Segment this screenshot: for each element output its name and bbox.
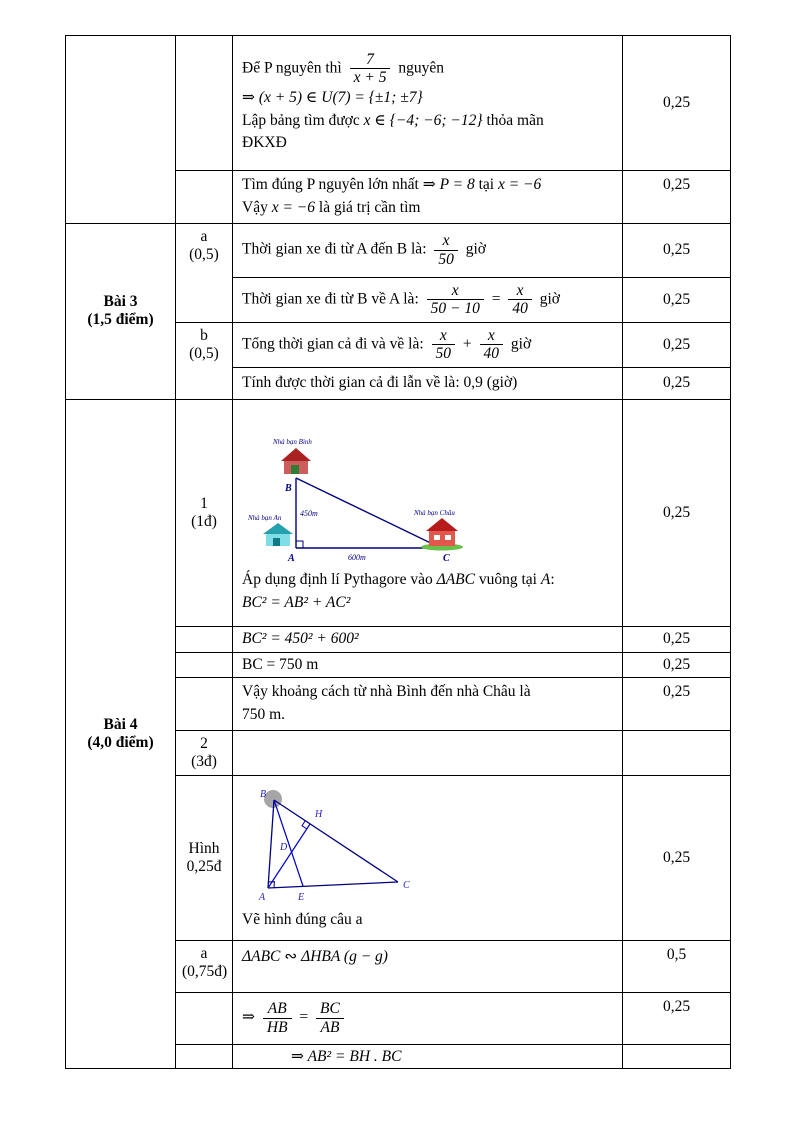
cell-subpart-empty-1 xyxy=(176,36,233,171)
solution-line: 750 m. xyxy=(242,705,286,723)
problem-points: (1,5 điểm) xyxy=(87,311,154,329)
text-run: giờ xyxy=(465,240,487,258)
fraction-numerator: x xyxy=(439,326,447,344)
label-point-a: A xyxy=(288,552,295,564)
cell-subpart-empty-3 xyxy=(176,626,233,652)
right-angle-mark-a xyxy=(296,541,303,548)
table-row-7 xyxy=(66,399,731,626)
spacer xyxy=(242,410,616,432)
text-run: Tổng thời gian cả đi và về là: xyxy=(242,335,424,353)
cell-subpart-1 xyxy=(176,399,233,626)
fraction-x-over-50 xyxy=(434,233,458,267)
cell-solution-bc-squared: BC² = 450² + 600² xyxy=(233,626,623,652)
fraction-denominator: 40 xyxy=(480,344,504,362)
text-run: Tìm đúng P nguyên lớn nhất ⇒ xyxy=(242,176,436,193)
cell-solution-drawing xyxy=(233,775,623,940)
fraction-denominator: AB xyxy=(316,1018,344,1036)
text-run: Để P nguyên thì xyxy=(242,59,342,77)
equals-sign: = xyxy=(491,290,501,308)
text-run: thỏa mãn xyxy=(486,111,544,129)
math-run: x ∈ {−4; −6; −12} xyxy=(363,111,483,129)
pythagoras-distance-figure xyxy=(246,436,476,568)
problem-points: (4,0 điểm) xyxy=(87,733,154,751)
label-point-d: D xyxy=(280,842,288,854)
cell-solution-time-ab xyxy=(233,223,623,277)
subpart-points: 0,25đ xyxy=(186,857,222,875)
fraction-x-over-50 xyxy=(432,328,456,362)
label-point-h: H xyxy=(315,809,323,821)
label-point-c: C xyxy=(403,880,410,892)
cell-points: 0,25 xyxy=(623,652,731,677)
fraction-numerator: AB xyxy=(267,1000,287,1018)
cell-points: 0,25 xyxy=(623,992,731,1044)
label-house-an: Nhà bạn An xyxy=(248,513,282,522)
cell-subpart-empty-7 xyxy=(176,1044,233,1068)
text-run: giờ xyxy=(539,290,560,308)
cell-solution-p-integer xyxy=(233,36,623,171)
segment-bc xyxy=(274,800,398,882)
cell-subpart-a xyxy=(176,223,233,322)
label-point-c: C xyxy=(443,552,450,564)
cell-subpart-empty-2 xyxy=(176,171,233,224)
fraction-x-over-50-minus-10 xyxy=(427,283,484,317)
solution-line: BC² = AB² + AC² xyxy=(242,593,351,611)
cell-points: 0,25 xyxy=(623,277,731,322)
fraction-x-over-40 xyxy=(508,283,532,317)
fraction-numerator: x xyxy=(516,281,524,299)
cell-solution-empty xyxy=(233,730,623,775)
fraction-numerator: x xyxy=(451,281,459,299)
cell-points: 0,25 xyxy=(623,36,731,171)
fraction-denominator: x + 5 xyxy=(350,68,391,86)
cell-problem-bai3 xyxy=(66,223,176,399)
label-point-b: B xyxy=(285,482,292,494)
text-run: nguyên xyxy=(398,59,444,77)
text-run: vuông tại xyxy=(478,570,537,588)
math-run: x = −6 xyxy=(497,176,542,193)
altitude-ah xyxy=(268,824,310,888)
solution-line xyxy=(242,52,616,86)
label-house-chau: Nhà bạn Châu xyxy=(414,508,455,517)
fraction-numerator: x xyxy=(487,326,495,344)
text-run: Thời gian xe đi từ A đến B là: xyxy=(242,240,427,258)
solution-line xyxy=(242,198,616,219)
fraction-bc-over-ab xyxy=(316,1001,344,1035)
answer-key-table xyxy=(65,35,731,1069)
solution-line xyxy=(242,175,616,196)
cell-points: 0,5 xyxy=(623,940,731,992)
subpart-points: (1đ) xyxy=(191,512,217,530)
cell-subpart-empty-6 xyxy=(176,992,233,1044)
table-row-3 xyxy=(66,223,731,277)
subpart-letter: b xyxy=(200,326,208,344)
solution-line: ⇒ (x + 5) ∈ U(7) = {±1; ±7} xyxy=(242,88,423,106)
fraction-x-over-40 xyxy=(480,328,504,362)
cell-solution-bc-value: BC = 750 m xyxy=(233,652,623,677)
subpart-points: (3đ) xyxy=(191,752,217,770)
fraction-numerator: x xyxy=(442,232,450,250)
cell-solution-time-ba xyxy=(233,277,623,322)
solution-line: Vậy khoảng cách từ nhà Bình đến nhà Châu là xyxy=(242,682,531,700)
cell-points: 0,25 xyxy=(623,626,731,652)
implies-arrow: ⇒ xyxy=(242,1008,255,1026)
cell-subpart-hinh xyxy=(176,775,233,940)
text-run: Vậy xyxy=(242,198,268,216)
fraction-denominator: 50 xyxy=(434,250,458,268)
cell-points: 0,25 xyxy=(623,223,731,277)
label-distance-ab: 450m xyxy=(300,508,318,518)
text-run: : xyxy=(550,570,555,588)
math-run: ΔABC xyxy=(436,570,475,588)
cell-subpart-a2 xyxy=(176,940,233,992)
math-run: x = −6 xyxy=(271,198,316,216)
cell-points: 0,25 xyxy=(623,677,731,730)
cell-points: 0,25 xyxy=(623,367,731,399)
solution-line xyxy=(242,570,616,591)
subpart-points: (0,75đ) xyxy=(182,962,228,980)
problem-title: Bài 4 xyxy=(103,715,138,733)
cell-subpart-b xyxy=(176,322,233,399)
label-house-binh: Nhà bạn Bình xyxy=(273,437,312,446)
subpart-letter: a xyxy=(200,944,208,962)
fraction-numerator: 7 xyxy=(366,50,374,68)
text-run: tại xyxy=(478,176,495,193)
plus-sign: + xyxy=(462,335,472,353)
fraction-denominator: HB xyxy=(263,1018,292,1036)
subpart-letter: a xyxy=(200,227,208,245)
house-icon-an xyxy=(263,523,293,546)
subpart-number: 1 xyxy=(200,494,208,512)
label-point-e: E xyxy=(298,892,305,904)
segment-ba xyxy=(268,800,274,888)
table-row-1 xyxy=(66,36,731,171)
solution-line xyxy=(242,111,616,132)
cell-solution-pythagoras xyxy=(233,399,623,626)
cell-solution-similarity: ΔABC ∾ ΔHBA (g − g) xyxy=(233,940,623,992)
text-run: giờ xyxy=(510,335,532,353)
cell-solution-result-time: Tính được thời gian cả đi lẫn về là: 0,9 (giờ) xyxy=(233,367,623,399)
fraction-denominator: 40 xyxy=(508,299,532,317)
label-point-b: B xyxy=(260,789,267,801)
text-run: Thời gian xe đi từ B về A là: xyxy=(242,290,419,308)
fraction-ab-over-hb xyxy=(263,1001,292,1035)
segment-ac xyxy=(268,882,398,888)
text-run: là giá trị cần tìm xyxy=(318,198,421,216)
drawing-caption: Vẽ hình đúng câu a xyxy=(242,911,363,929)
cell-points: 0,25 xyxy=(623,399,731,626)
similar-triangles-figure xyxy=(246,786,426,908)
text-run: Áp dụng định lí Pythagore vào xyxy=(242,570,433,588)
cell-points: 0,25 xyxy=(623,171,731,224)
cell-problem-bai4 xyxy=(66,399,176,1068)
math-run: A xyxy=(540,570,551,588)
fraction-numerator: BC xyxy=(320,1000,340,1018)
house-icon-binh xyxy=(281,448,311,474)
subpart-label: Hình xyxy=(188,839,220,857)
cell-subpart-empty-5 xyxy=(176,677,233,730)
cell-solution-p-max xyxy=(233,171,623,224)
fraction-denominator: 50 xyxy=(432,344,456,362)
label-point-a: A xyxy=(259,892,266,904)
cell-points: 0,25 xyxy=(623,322,731,367)
cell-solution-conclusion xyxy=(233,677,623,730)
subpart-points: (0,5) xyxy=(189,344,219,362)
cell-subpart-2 xyxy=(176,730,233,775)
fraction-denominator: 50 − 10 xyxy=(427,299,484,317)
cell-problem-empty xyxy=(66,36,176,224)
cell-solution-ratio xyxy=(233,992,623,1044)
cell-points-empty xyxy=(623,730,731,775)
problem-title: Bài 3 xyxy=(103,293,138,311)
label-distance-ac: 600m xyxy=(348,552,366,562)
equals-sign: = xyxy=(299,1008,309,1026)
cell-solution-ab-squared: ⇒ AB² = BH . BC xyxy=(233,1044,623,1068)
subpart-points: (0,5) xyxy=(189,245,219,263)
solution-line: ĐKXĐ xyxy=(242,134,287,152)
house-icon-chau xyxy=(421,518,463,551)
subpart-number: 2 xyxy=(200,734,208,752)
fraction-7-over-x-plus-5 xyxy=(350,52,391,86)
text-run: Lập bảng tìm được xyxy=(242,111,360,129)
cell-solution-total-time xyxy=(233,322,623,367)
cell-subpart-empty-4 xyxy=(176,652,233,677)
cell-points: 0,25 xyxy=(623,775,731,940)
cell-points-empty xyxy=(623,1044,731,1068)
math-run: P = 8 xyxy=(439,176,475,193)
